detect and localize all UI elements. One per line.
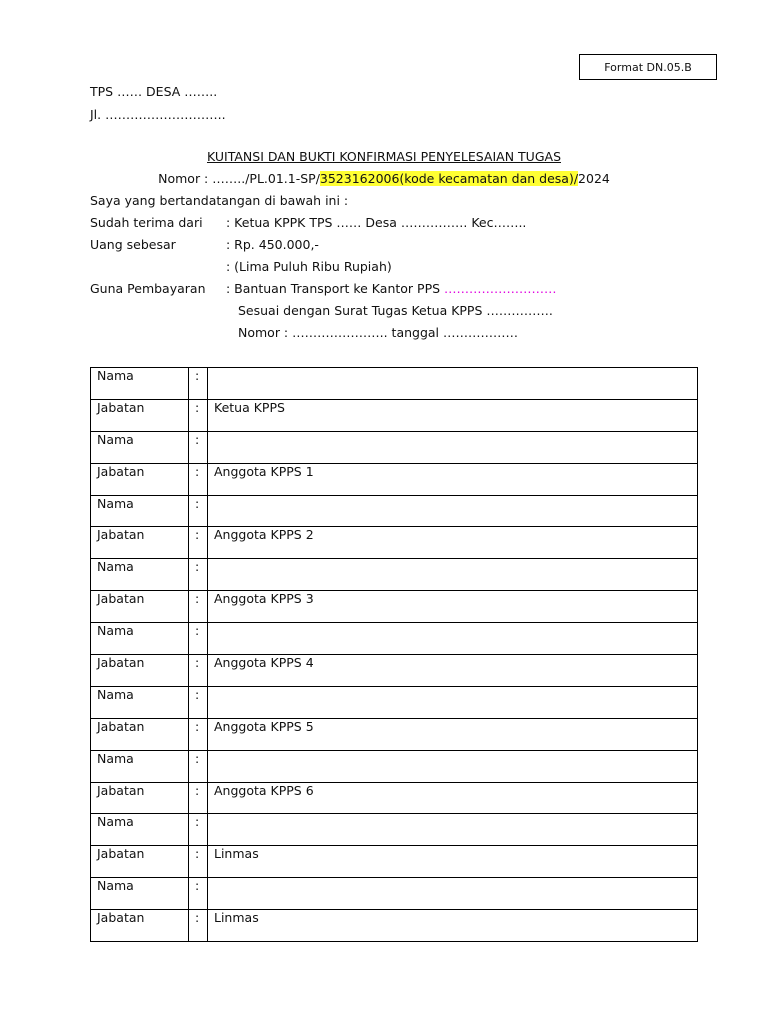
row-value[interactable]: Anggota KPPS 5: [208, 718, 698, 750]
row-colon: :: [189, 814, 208, 846]
row-value[interactable]: [208, 814, 698, 846]
row-label: Jabatan: [91, 463, 189, 495]
table-row: [91, 495, 698, 527]
row-value[interactable]: [208, 878, 698, 910]
purpose-dots: ………………………: [444, 281, 557, 296]
table-row: [91, 846, 698, 878]
row-value[interactable]: Anggota KPPS 6: [208, 782, 698, 814]
table-row: [91, 527, 698, 559]
row-label: Nama: [91, 623, 189, 655]
row-colon: :: [189, 559, 208, 591]
row-label: Nama: [91, 878, 189, 910]
row-value[interactable]: Anggota KPPS 1: [208, 463, 698, 495]
format-code-label: Format DN.05.B: [604, 60, 692, 74]
signature-table: [90, 367, 698, 942]
row-value[interactable]: Linmas: [208, 846, 698, 878]
table-row: [91, 750, 698, 782]
amount-words: : (Lima Puluh Ribu Rupiah): [226, 259, 392, 274]
table-row: [91, 878, 698, 910]
table-row: [91, 910, 698, 942]
row-colon: :: [189, 527, 208, 559]
row-value[interactable]: [208, 495, 698, 527]
row-value[interactable]: Anggota KPPS 3: [208, 591, 698, 623]
row-colon: :: [189, 591, 208, 623]
row-label: Jabatan: [91, 591, 189, 623]
row-label: Nama: [91, 750, 189, 782]
row-label: Nama: [91, 495, 189, 527]
table-row: [91, 368, 698, 400]
row-colon: :: [189, 655, 208, 687]
table-row: [91, 559, 698, 591]
row-label: Nama: [91, 368, 189, 400]
tps-desa-line: TPS …… DESA ……..: [90, 84, 218, 99]
row-colon: :: [189, 878, 208, 910]
row-value[interactable]: Linmas: [208, 910, 698, 942]
row-label: Jabatan: [91, 527, 189, 559]
intro-text: Saya yang bertandatangan di bawah ini :: [90, 193, 349, 208]
row-colon: :: [189, 846, 208, 878]
table-row: [91, 463, 698, 495]
received-from-value: : Ketua KPPK TPS …… Desa ……………. Kec……..: [226, 215, 527, 230]
row-label: Jabatan: [91, 846, 189, 878]
purpose-value: [226, 281, 557, 296]
purpose-text: : Bantuan Transport ke Kantor PPS: [226, 281, 445, 296]
row-label: Nama: [91, 686, 189, 718]
table-row: [91, 431, 698, 463]
row-label: Jabatan: [91, 655, 189, 687]
assignment-number: Nomor : ………………….. tanggal ………………: [238, 325, 518, 340]
row-value[interactable]: [208, 559, 698, 591]
row-value[interactable]: Anggota KPPS 4: [208, 655, 698, 687]
table-row: [91, 655, 698, 687]
row-label: Jabatan: [91, 399, 189, 431]
table-row: [91, 814, 698, 846]
row-colon: :: [189, 910, 208, 942]
purpose-label: Guna Pembayaran: [90, 281, 206, 296]
document-number: [0, 171, 768, 186]
row-colon: :: [189, 431, 208, 463]
row-label: Jabatan: [91, 718, 189, 750]
row-colon: :: [189, 463, 208, 495]
nomor-highlight: 3523162006(kode kecamatan dan desa)/: [319, 171, 579, 186]
amount-label: Uang sebesar: [90, 237, 176, 252]
amount-value: : Rp. 450.000,-: [226, 237, 319, 252]
table-row: [91, 718, 698, 750]
row-colon: :: [189, 399, 208, 431]
received-from-label: Sudah terima dari: [90, 215, 203, 230]
row-label: Jabatan: [91, 910, 189, 942]
row-colon: :: [189, 750, 208, 782]
nomor-year: 2024: [578, 171, 610, 186]
table-row: [91, 686, 698, 718]
row-label: Nama: [91, 431, 189, 463]
table-row: [91, 782, 698, 814]
row-label: Nama: [91, 814, 189, 846]
row-value[interactable]: [208, 623, 698, 655]
row-value[interactable]: Anggota KPPS 2: [208, 527, 698, 559]
row-value[interactable]: [208, 368, 698, 400]
row-colon: :: [189, 686, 208, 718]
table-row: [91, 399, 698, 431]
format-code-box: [579, 54, 717, 80]
row-label: Nama: [91, 559, 189, 591]
row-colon: :: [189, 623, 208, 655]
nomor-prefix: Nomor : ……../PL.01.1-SP/: [158, 171, 320, 186]
row-value[interactable]: [208, 431, 698, 463]
row-colon: :: [189, 718, 208, 750]
row-colon: :: [189, 495, 208, 527]
assignment-line: Sesuai dengan Surat Tugas Ketua KPPS …………….: [238, 303, 553, 318]
row-value[interactable]: Ketua KPPS: [208, 399, 698, 431]
row-value[interactable]: [208, 750, 698, 782]
table-row: [91, 623, 698, 655]
table-row: [91, 591, 698, 623]
row-colon: :: [189, 782, 208, 814]
document-title: KUITANSI DAN BUKTI KONFIRMASI PENYELESAIAN TUGAS: [207, 149, 561, 164]
address-line: Jl. ………………………..: [90, 107, 226, 122]
row-label: Jabatan: [91, 782, 189, 814]
row-value[interactable]: [208, 686, 698, 718]
row-colon: :: [189, 368, 208, 400]
